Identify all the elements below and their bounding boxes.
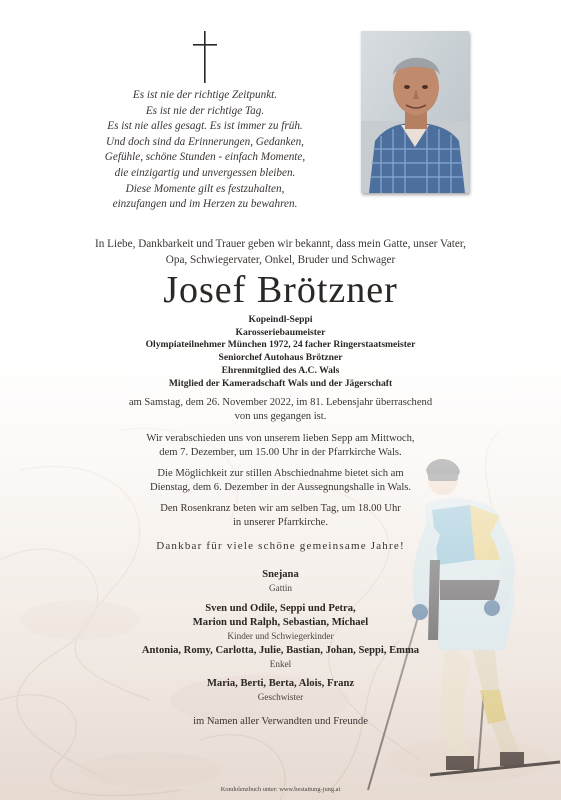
portrait-photo [361, 31, 469, 193]
family-names: Sven und Odile, Seppi und Petra, [205, 603, 356, 614]
title-line: Seniorchef Autohaus Brötzner [218, 352, 343, 364]
intro-line: Opa, Schwiegervater, Onkel, Bruder und Schwager [165, 254, 396, 266]
poem-line: Gefühle, schöne Stunden - einfach Momente, [104, 151, 306, 164]
poem-line: Und doch sind da Erinnerungen, Gedanken, [106, 135, 304, 148]
portrait-image [361, 31, 469, 193]
family-group-siblings [0, 677, 561, 704]
notice-line: von uns gegangen ist. [234, 411, 327, 423]
title-line: Olympiateilnehmer München 1972, 24 facher Ringerstaatsmeister [145, 339, 416, 351]
poem-line: Es ist nie der richtige Tag. [145, 104, 265, 117]
notice-line: Die Möglichkeit zur stillen Abschiednahme bietet sich am [157, 468, 404, 479]
title-line: Mitglied der Kameradschaft Wals und der Jägerschaft [168, 377, 393, 389]
notice-line: in unserer Pfarrkirche. [232, 517, 328, 529]
family-names: Marion und Ralph, Sebastian, Michael [192, 617, 369, 628]
rosary-notice [0, 502, 561, 530]
title-line: Karosseriebaumeister [235, 326, 326, 338]
notice-line: Wir verabschieden uns von unserem lieben Sepp am Mittwoch, [146, 433, 415, 444]
family-group-spouse [0, 568, 561, 595]
family-relation: Enkel [269, 659, 292, 669]
poem-line: einzufangen und im Herzen zu bewahren. [112, 198, 298, 211]
condolence-footer: Kondolenzbuch unter: www.bestattung-jung.at [220, 786, 341, 793]
notice-line: Den Rosenkranz beten wir am selben Tag, um 18.00 Uhr [160, 503, 401, 514]
title-line: Kopeindl-Seppi [248, 314, 313, 325]
poem-line: Es ist nie der richtige Zeitpunkt. [132, 89, 278, 101]
title-line: Ehrenmitglied des A.C. Wals [221, 364, 340, 376]
notice-line: am Samstag, dem 26. November 2022, im 81. Lebensjahr überraschend [128, 397, 433, 408]
funeral-notice [0, 432, 561, 460]
thanks-line: Dankbar für viele schöne gemeinsame Jahre! [156, 540, 405, 552]
poem [70, 88, 340, 213]
family-relation: Gattin [269, 583, 292, 593]
family-group-grandchildren [0, 644, 561, 671]
family-relation: Geschwister [257, 692, 304, 702]
deceased-name: Josef Brötzner [163, 269, 398, 311]
farewell-notice [0, 467, 561, 495]
family-relation: Kinder und Schwiegerkinder [227, 631, 334, 641]
family-group-children [0, 602, 561, 643]
poem-line: Diese Momente gilt es festzuhalten, [125, 182, 285, 195]
family-names: Snejana [262, 569, 299, 580]
poem-line: Es ist nie alles gesagt. Es ist immer zu früh. [107, 120, 303, 133]
intro-text [40, 236, 521, 268]
notice-line: Dienstag, dem 6. Dezember in der Aussegnungshalle in Wals. [149, 482, 412, 494]
titles-block [0, 314, 561, 390]
closing-line: im Namen aller Verwandten und Freunde [193, 716, 368, 727]
family-names: Maria, Berti, Berta, Alois, Franz [206, 678, 355, 689]
intro-line: In Liebe, Dankbarkeit und Trauer geben wir bekannt, dass mein Gatte, unser Vater, [95, 238, 466, 250]
death-notice [0, 396, 561, 424]
poem-line: die einzigartig und unvergessen bleiben. [114, 166, 296, 179]
cross-icon [192, 31, 218, 83]
family-names: Antonia, Romy, Carlotta, Julie, Bastian, Johan, Seppi, Emma [141, 645, 420, 656]
notice-line: dem 7. Dezember, um 15.00 Uhr in der Pfarrkirche Wals. [159, 447, 402, 459]
